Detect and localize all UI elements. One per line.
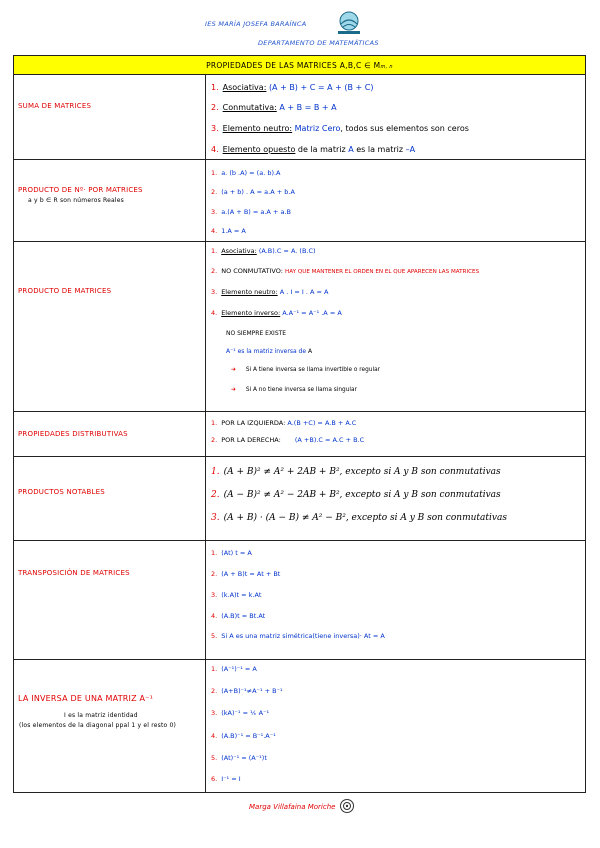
row-producto-numero bbox=[14, 160, 585, 242]
footer-emblem-icon bbox=[339, 798, 355, 814]
list-item: 2. (a + b) . A = a.A + b.A bbox=[211, 188, 295, 196]
note-not-always: NO SIEMPRE EXISTE bbox=[226, 330, 287, 337]
department-name: DEPARTAMENTO DE MATEMÁTICAS bbox=[258, 39, 379, 47]
section-label: PRODUCTO DE MATRICES bbox=[18, 287, 112, 295]
list-item: 5. Si A es una matriz simétrica(tiene inversa)· At = A bbox=[211, 632, 385, 640]
page-header bbox=[0, 10, 600, 52]
list-item: 1. Asociativa: (A + B) + C = A + (B + C) bbox=[211, 83, 374, 92]
list-item: 1. POR LA IZQUIERDA: A.(B +C) = A.B + A.C bbox=[211, 419, 357, 427]
list-item: 2. NO CONMUTATIVO: HAY QUE MANTENER EL ORDEN EN EL QUE APARECEN LAS MATRICES bbox=[211, 267, 480, 275]
school-logo-icon bbox=[334, 10, 364, 36]
list-item: 1. (At) t = A bbox=[211, 549, 252, 557]
list-item: 3. a.(A + B) = a.A + a.B bbox=[211, 208, 291, 216]
list-item: 1. a. (b .A) = (a. b).A bbox=[211, 169, 281, 177]
list-item: 5. (At)⁻¹ = (A⁻¹)t bbox=[211, 754, 267, 762]
list-item: 3. (kA)⁻¹ = ¹⁄ₖ A⁻¹ bbox=[211, 709, 270, 717]
list-item: 4. Elemento opuesto de la matriz A es la matriz –A bbox=[211, 145, 416, 154]
row-transposicion bbox=[14, 541, 585, 660]
section-note: (los elementos de la diagonal ppal 1 y el resto 0) bbox=[19, 722, 177, 729]
list-item: 2. (A+B)⁻¹≠A⁻¹ + B⁻¹ bbox=[211, 687, 283, 695]
list-item: 3. Elemento neutro: Matriz Cero, todos sus elementos son ceros bbox=[211, 124, 469, 133]
section-note: I es la matriz identidad bbox=[64, 712, 138, 719]
list-item: 1. (A⁻¹)⁻¹ = A bbox=[211, 665, 257, 673]
list-item: 4. (A.B)t = Bt.At bbox=[211, 612, 266, 620]
row-producto-matrices bbox=[14, 242, 585, 412]
list-item: 2. (A − B)² ≠ A² − 2AB + B², excepto si A y B son conmutativas bbox=[211, 490, 501, 500]
row-distributivas bbox=[14, 412, 585, 457]
section-label: PRODUCTOS NOTABLES bbox=[18, 488, 105, 496]
note-invertible: ➔ Si A tiene inversa se llama invertible o regular bbox=[231, 367, 381, 373]
list-item: 1. Asociativa: (A.B).C = A. (B.C) bbox=[211, 247, 316, 255]
list-item: 3. (A + B) · (A − B) ≠ A² − B², excepto si A y B son conmutativas bbox=[211, 513, 507, 523]
footer-author: Marga Villafaina Moriche bbox=[249, 803, 336, 811]
section-label: SUMA DE MATRICES bbox=[18, 102, 92, 110]
list-item: 3. (k.A)t = k.At bbox=[211, 591, 262, 599]
list-item: 2. POR LA DERECHA: (A +B).C = A.C + B.C bbox=[211, 436, 365, 444]
row-productos-notables bbox=[14, 457, 585, 541]
row-suma bbox=[14, 75, 585, 160]
list-item: 4. Elemento inverso: A.A⁻¹ = A⁻¹ .A = A bbox=[211, 309, 342, 317]
section-note: a y b ∈ R son números Reales bbox=[28, 197, 125, 204]
note-singular: ➔ Si A no tiene inversa se llama singular bbox=[231, 387, 357, 393]
list-item: 4. 1.A = A bbox=[211, 227, 246, 235]
properties-table bbox=[13, 55, 586, 793]
list-item: 3. Elemento neutro: A . I = I . A = A bbox=[211, 288, 329, 296]
section-label: LA INVERSA DE UNA MATRIZ A⁻¹ bbox=[18, 694, 154, 703]
list-item: 4. (A.B)⁻¹ = B⁻¹.A⁻¹ bbox=[211, 732, 276, 740]
note-inverse: A⁻¹ es la matriz inversa de A bbox=[226, 348, 313, 355]
row-inversa bbox=[14, 660, 585, 793]
list-item: 2. Conmutativa: A + B = B + A bbox=[211, 103, 337, 112]
list-item: 2. (A + B)t = At + Bt bbox=[211, 570, 281, 578]
school-name: IES MARÍA JOSEFA BARAÍNCA bbox=[205, 20, 307, 28]
section-label: PROPIEDADES DISTRIBUTIVAS bbox=[18, 430, 128, 438]
table-title: PROPIEDADES DE LAS MATRICES A,B,C ∈ Mm, n bbox=[14, 56, 585, 75]
list-item: 6. I⁻¹ = I bbox=[211, 775, 241, 783]
section-label: PRODUCTO DE Nº· POR MATRICES bbox=[18, 186, 143, 194]
list-item: 1. (A + B)² ≠ A² + 2AB + B², excepto si A y B son conmutativas bbox=[211, 467, 501, 477]
section-label: TRANSPOSICIÓN DE MATRICES bbox=[18, 569, 130, 577]
